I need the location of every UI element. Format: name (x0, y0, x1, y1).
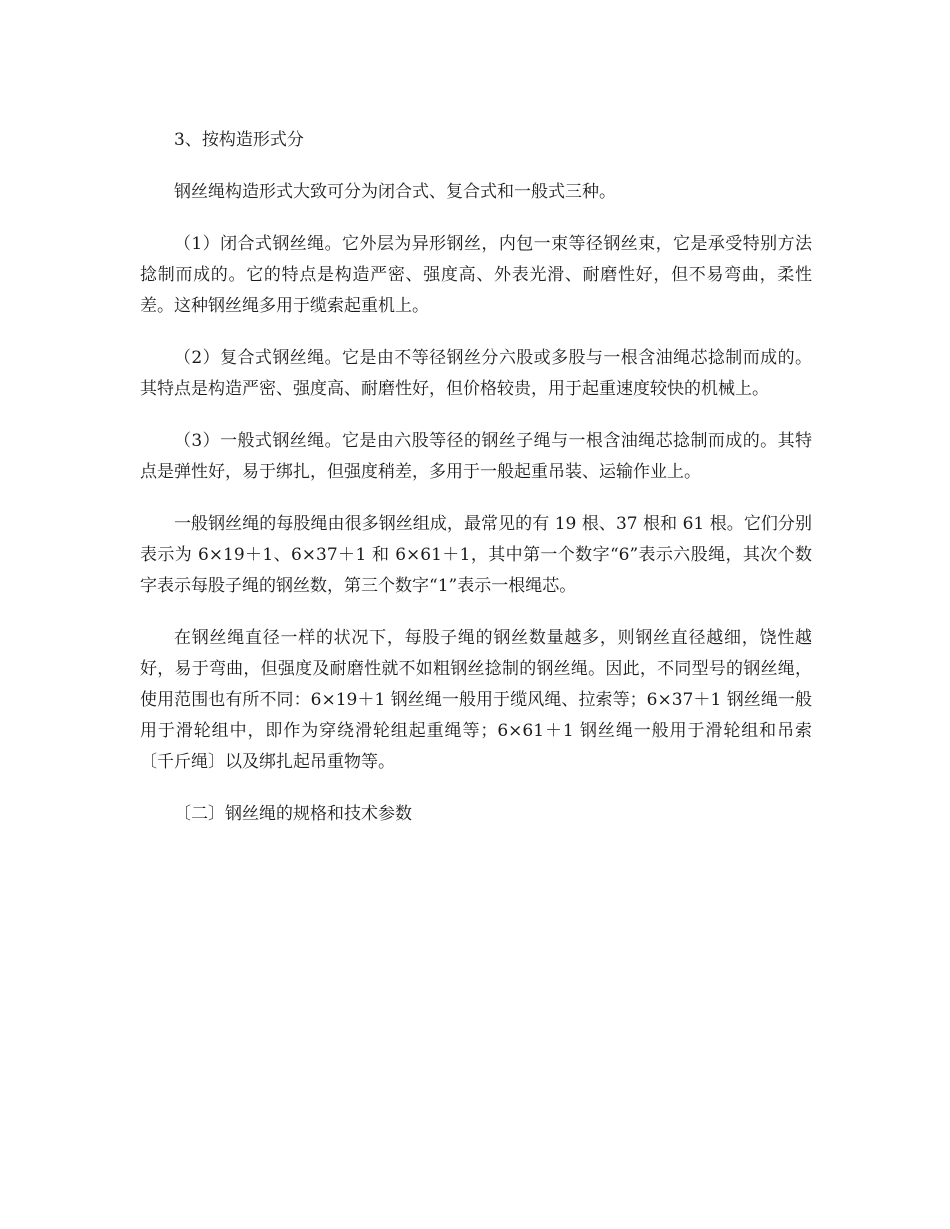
section-heading-specs: 〔二〕钢丝绳的规格和技术参数 (174, 804, 412, 824)
document-body (140, 125, 812, 851)
section-heading-construction-form: 3、按构造形式分 (174, 130, 304, 150)
paragraph-strand-composition: 一般钢丝绳的每股绳由很多钢丝组成，最常见的有 19 根、37 根和 61 根。它们分别表示为 6×19＋1、6×37＋1 和 6×61＋1，其中第一个数字“6”表示六股绳，其次个数字表示每股子绳的钢丝数，第三个数字“1”表示一根绳芯。 (140, 514, 812, 596)
paragraph-usage-range: 在钢丝绳直径一样的状况下，每股子绳的钢丝数量越多，则钢丝直径越细，饶性越好，易于弯曲，但强度及耐磨性就不如粗钢丝捻制的钢丝绳。因此，不同型号的钢丝绳，使用范围也有所不同：6×19＋1 钢丝绳一般用于缆风绳、拉索等；6×37＋1 钢丝绳一般用于滑轮组中，即作为穿绕滑轮组起重绳等；6×61＋1 钢丝绳一般用于滑轮组和吊索〔千斤绳〕以及绑扎起吊重物等。 (140, 628, 812, 772)
paragraph-intro: 钢丝绳构造形式大致可分为闭合式、复合式和一般式三种。 (174, 182, 616, 202)
paragraph-general-rope: （3）一般式钢丝绳。它是由六股等径的钢丝子绳与一根含油绳芯捻制而成的。其特点是弹性好，易于绑扎，但强度稍差，多用于一般起重吊装、运输作业上。 (140, 431, 812, 482)
paragraph-closed-rope: （1）闭合式钢丝绳。它外层为异形钢丝，内包一束等径钢丝束，它是承受特别方法捻制而成的。它的特点是构造严密、强度高、外表光滑、耐磨性好，但不易弯曲，柔性差。这种钢丝绳多用于缆索起重机上。 (140, 234, 812, 316)
paragraph-composite-rope: （2）复合式钢丝绳。它是由不等径钢丝分六股或多股与一根含油绳芯捻制而成的。其特点是构造严密、强度高、耐磨性好，但价格较贵，用于起重速度较快的机械上。 (140, 348, 812, 399)
